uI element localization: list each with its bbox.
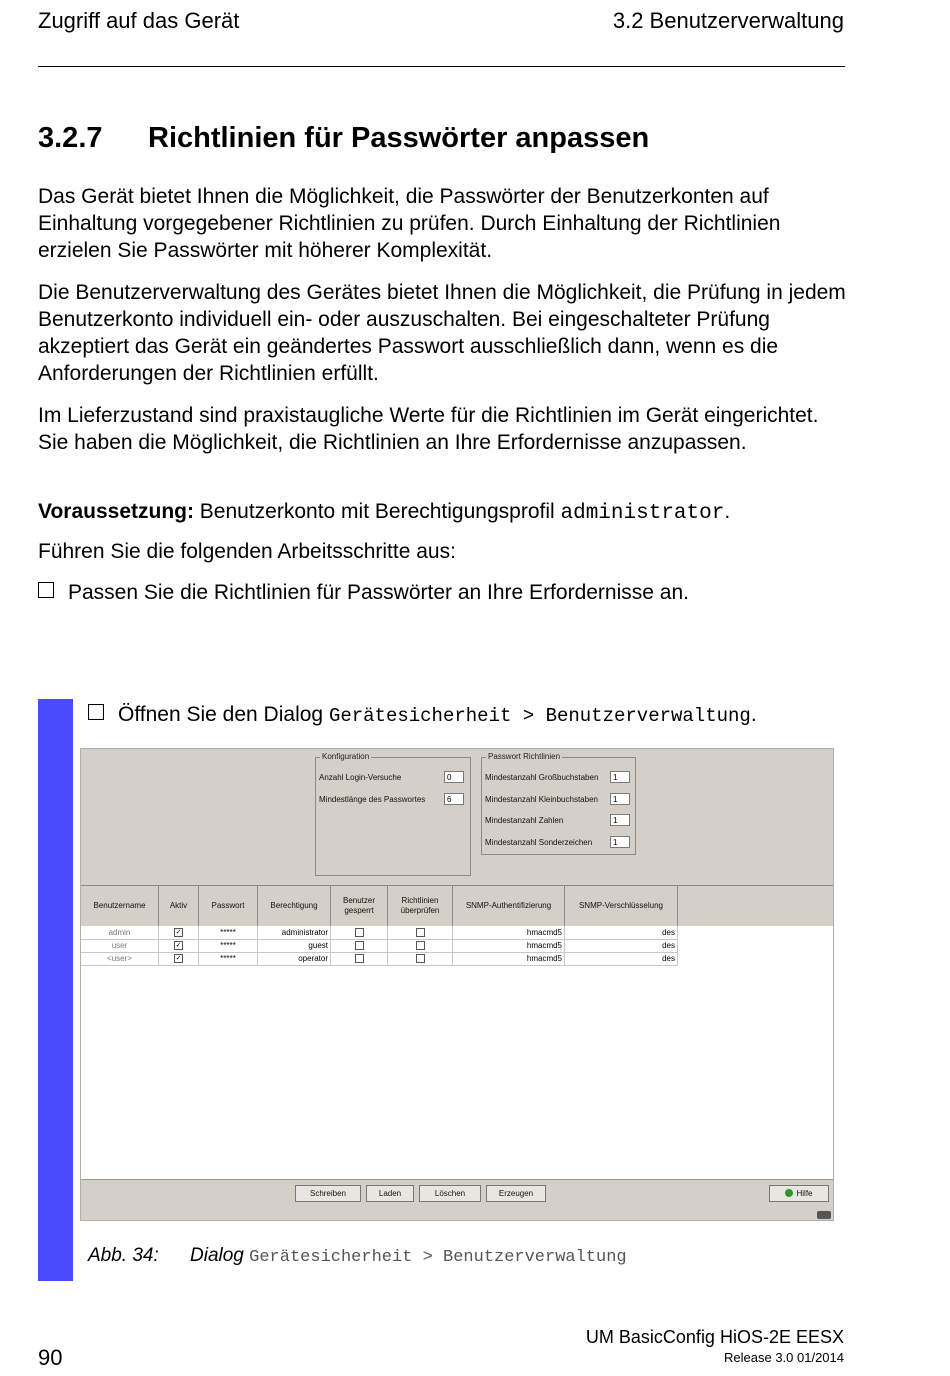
locked-checkbox[interactable] — [355, 928, 364, 937]
cell-role: guest — [258, 939, 331, 952]
step-checkbox-icon — [38, 582, 54, 598]
step-2 — [88, 701, 757, 730]
write-button[interactable]: Schreiben — [295, 1185, 361, 1202]
min-upper-label: Mindestanzahl Großbuchstaben — [485, 773, 599, 782]
dialog-button-bar — [81, 1179, 833, 1221]
prerequisite-paragraph — [38, 498, 848, 527]
prerequisite-text: Benutzerkonto mit Berechtigungsprofil — [193, 500, 561, 523]
step-2-end: . — [750, 703, 757, 726]
col-header-password[interactable]: Passwort — [199, 886, 258, 926]
running-header-right: 3.2 Benutzerverwaltung — [612, 8, 844, 33]
cell-active[interactable] — [159, 939, 199, 952]
min-lower-label: Mindestanzahl Kleinbuchstaben — [485, 795, 598, 804]
min-length-input[interactable]: 6 — [444, 793, 464, 805]
cell-locked[interactable] — [331, 939, 388, 952]
paragraph-1: Das Gerät bietet Ihnen die Möglichkeit, die Passwörter der Benutzerkonten auf Einhaltung vorgegebener Richtlinien zu prüfen. Durch Einhaltung der Richtlinien erzielen Sie Passwörter mit höherer Komplexität. — [38, 185, 781, 262]
cell-password: ***** — [199, 939, 258, 952]
policy-check-checkbox[interactable] — [416, 954, 425, 963]
step-1 — [38, 579, 848, 606]
cell-snmp-auth: hmacmd5 — [453, 926, 565, 939]
cell-snmp-auth: hmacmd5 — [453, 939, 565, 952]
prerequisite-end: . — [724, 500, 731, 523]
col-header-locked[interactable]: Benutzer gesperrt — [331, 886, 388, 926]
help-button[interactable] — [769, 1185, 829, 1202]
cell-policy-check[interactable] — [388, 952, 453, 965]
cell-active[interactable] — [159, 926, 199, 939]
create-button[interactable]: Erzeugen — [486, 1185, 546, 1202]
section-title-text: Richtlinien für Passwörter anpassen — [148, 122, 650, 154]
cell-user: <user> — [81, 952, 159, 965]
policy-fieldset — [481, 752, 636, 855]
user-table-header — [81, 886, 833, 926]
header-rule — [38, 66, 845, 67]
cell-policy-check[interactable] — [388, 939, 453, 952]
cell-password: ***** — [199, 926, 258, 939]
cell-password: ***** — [199, 952, 258, 965]
policy-fieldset-title: Passwort Richtlinien — [488, 752, 561, 761]
status-indicator-icon — [817, 1211, 831, 1219]
min-length-label: Mindestlänge des Passwortes — [319, 795, 426, 804]
cell-snmp-auth: hmacmd5 — [453, 952, 565, 965]
col-header-role[interactable]: Berechtigung — [258, 886, 331, 926]
paragraph-3: Im Lieferzustand sind praxistaugliche Werte für die Richtlinien im Gerät eingerichtet. Sie haben die Möglichkeit, die Richtlinien an Ihre Erfordernisse anzupassen. — [38, 404, 819, 454]
step-2-text: Öffnen Sie den Dialog — [118, 703, 329, 726]
min-upper-input[interactable]: 1 — [610, 771, 630, 783]
paragraph-5: Führen Sie die folgenden Arbeitsschritte aus: — [38, 540, 456, 563]
step-sidebar-bar — [38, 699, 73, 1281]
section-number: 3.2.7 — [38, 122, 103, 154]
footer-doc-title: UM BasicConfig HiOS-2E EESX — [585, 1327, 844, 1347]
table-row[interactable] — [81, 939, 678, 953]
config-fieldset-title: Konfiguration — [322, 752, 370, 761]
active-checkbox[interactable]: ✓ — [175, 955, 182, 963]
running-header-left: Zugriff auf das Gerät — [38, 8, 240, 33]
login-attempts-input[interactable]: 0 — [444, 771, 464, 783]
col-header-snmp-enc[interactable]: SNMP-Verschlüsselung — [565, 886, 678, 926]
cell-user: admin — [81, 926, 159, 939]
min-special-input[interactable]: 1 — [610, 836, 630, 848]
locked-checkbox[interactable] — [355, 941, 364, 950]
cell-role: operator — [258, 952, 331, 965]
step-2-path: Gerätesicherheit > Benutzerverwaltung — [328, 705, 751, 727]
paragraph-2: Die Benutzerverwaltung des Gerätes bietet Ihnen die Möglichkeit, die Prüfung in jedem Benutzerkonto individuell ein- oder auszuschalten. Bei eingeschalteter Prüfung akzeptiert das Gerät ein geändertes Passwort ausschließlich dann, wenn es die Anforderungen der Richtlinien erfüllt. — [38, 281, 846, 385]
table-row[interactable] — [81, 952, 678, 966]
load-button[interactable]: Laden — [366, 1185, 414, 1202]
section-title — [38, 122, 649, 155]
page-number: 90 — [38, 1345, 63, 1370]
prerequisite-label: Voraussetzung: — [38, 500, 194, 523]
policy-check-checkbox[interactable] — [416, 941, 425, 950]
col-header-user[interactable]: Benutzername — [81, 886, 159, 926]
user-table — [81, 885, 833, 1180]
min-digits-label: Mindestanzahl Zahlen — [485, 816, 564, 825]
figure-label: Abb. 34: — [88, 1245, 159, 1266]
figure-caption — [88, 1245, 627, 1267]
step-1-text: Passen Sie die Richtlinien für Passwörter an Ihre Erfordernisse an. — [68, 581, 689, 604]
login-attempts-label: Anzahl Login-Versuche — [319, 773, 402, 782]
figure-caption-path: Gerätesicherheit > Benutzerverwaltung — [249, 1248, 627, 1267]
cell-snmp-enc: des — [565, 952, 678, 965]
locked-checkbox[interactable] — [355, 954, 364, 963]
cell-user: user — [81, 939, 159, 952]
active-checkbox[interactable]: ✓ — [175, 942, 182, 950]
step-checkbox-icon — [88, 704, 104, 720]
col-header-snmp-auth[interactable]: SNMP-Authentifizierung — [453, 886, 565, 926]
table-row[interactable] — [81, 926, 678, 940]
footer-release: Release 3.0 01/2014 — [724, 1350, 844, 1365]
active-checkbox[interactable]: ✓ — [175, 929, 182, 937]
cell-active[interactable] — [159, 952, 199, 965]
figure-caption-text: Dialog — [190, 1245, 250, 1266]
col-header-active[interactable]: Aktiv — [159, 886, 199, 926]
min-digits-input[interactable]: 1 — [610, 814, 630, 826]
help-icon — [785, 1189, 793, 1197]
cell-policy-check[interactable] — [388, 926, 453, 939]
cell-locked[interactable] — [331, 952, 388, 965]
config-fieldset — [315, 752, 471, 876]
col-header-policy-check[interactable]: Richtlinien überprüfen — [388, 886, 453, 926]
delete-button[interactable]: Löschen — [419, 1185, 481, 1202]
dialog-screenshot — [80, 748, 834, 1221]
cell-snmp-enc: des — [565, 939, 678, 952]
prerequisite-profile: administrator — [560, 502, 725, 525]
policy-check-checkbox[interactable] — [416, 928, 425, 937]
cell-snmp-enc: des — [565, 926, 678, 939]
cell-role: administrator — [258, 926, 331, 939]
min-special-label: Mindestanzahl Sonderzeichen — [485, 838, 593, 847]
min-lower-input[interactable]: 1 — [610, 793, 630, 805]
help-button-label: Hilfe — [796, 1189, 813, 1198]
cell-locked[interactable] — [331, 926, 388, 939]
